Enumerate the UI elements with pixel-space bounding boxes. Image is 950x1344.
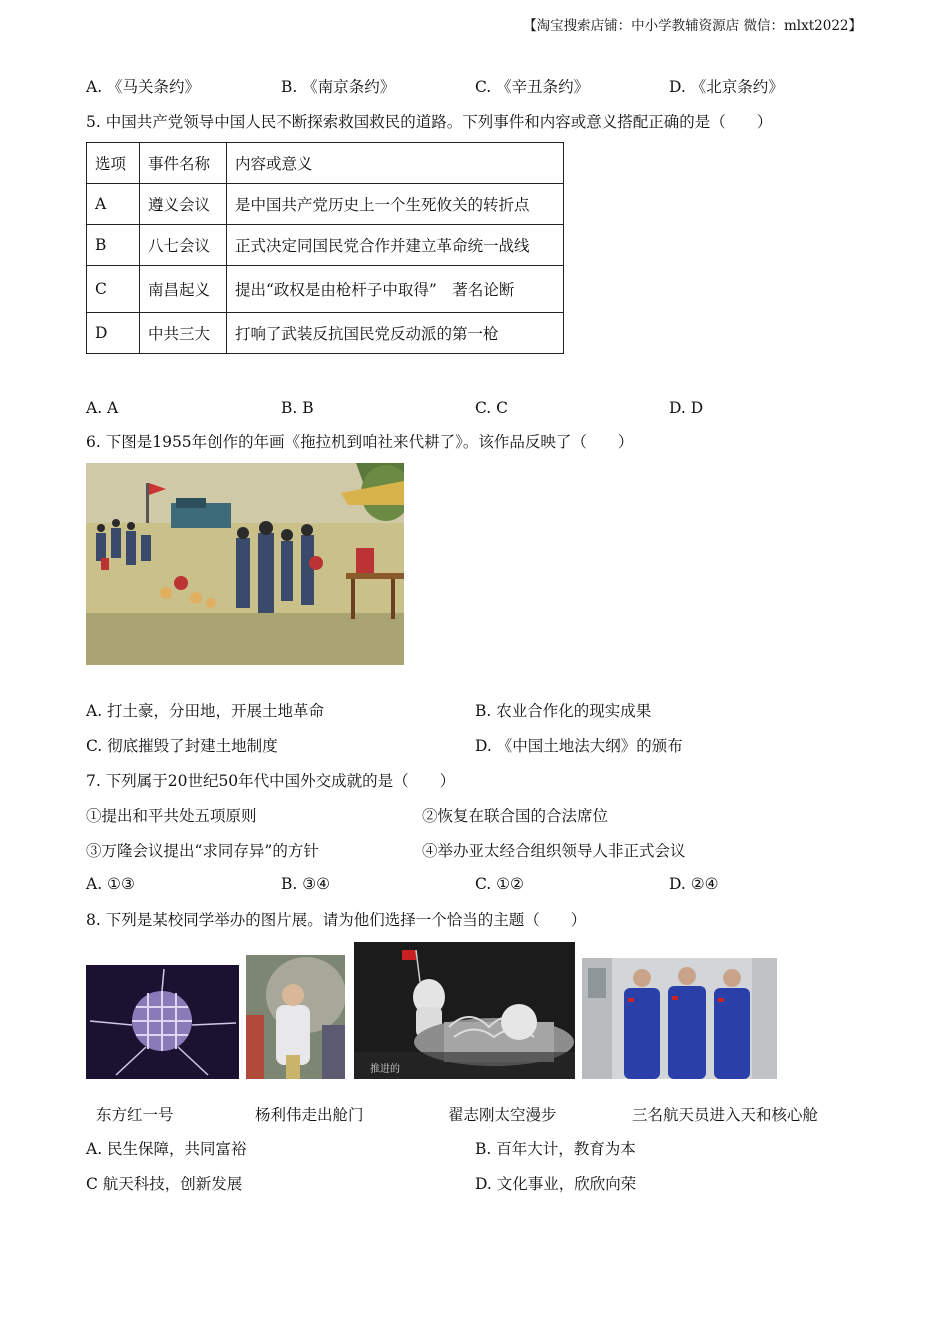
q7-option-b: B. ③④: [281, 875, 331, 893]
q4-option-a: A. 《马关条约》: [86, 78, 201, 96]
table-cell: C: [87, 266, 140, 313]
table-cell: 打响了武装反抗国民党反动派的第一枪: [227, 313, 564, 354]
table-cell: 遵义会议: [140, 184, 227, 225]
table-cell: 南昌起义: [140, 266, 227, 313]
q8-photo-yang-liwei: [246, 955, 345, 1079]
q8-caption-4: 三名航天员进入天和核心舱: [632, 1106, 819, 1124]
q8-option-c: C 航天科技，创新发展: [86, 1175, 243, 1193]
q5-option-c: C. C: [475, 399, 509, 417]
q7-stem: 7. 下列属于20世纪50年代中国外交成就的是（ ）: [86, 772, 456, 790]
table-cell: A: [87, 184, 140, 225]
astronauts-illustration: [582, 958, 777, 1079]
table-header-row: [87, 143, 564, 184]
table-cell: 提出“政权是由枪杆子中取得” 著名论断: [227, 266, 564, 313]
q8-stem: 8. 下列是某校同学举办的图片展。请为他们选择一个恰当的主题（ ）: [86, 911, 587, 929]
table-row: [87, 184, 564, 225]
table-cell: 正式决定同国民党合作并建立革命统一战线: [227, 225, 564, 266]
q6-option-b: B. 农业合作化的现实成果: [475, 702, 652, 720]
q5-option-d: D. D: [669, 399, 704, 417]
q8-caption-3: 翟志刚太空漫步: [448, 1106, 557, 1124]
header-shop-note: 【淘宝搜索店铺：中小学教辅资源店 微信：mlxt2022】: [523, 18, 862, 34]
q5-stem: 5. 中国共产党领导中国人民不断探索救国救民的道路。下列事件和内容或意义搭配正确的是（ ）: [86, 113, 773, 131]
q7-option-d: D. ②④: [669, 875, 719, 893]
q7-option-c: C. ①②: [475, 875, 524, 893]
table-cell: 八七会议: [140, 225, 227, 266]
table-row: [87, 313, 564, 354]
q4-option-c: C. 《辛丑条约》: [475, 78, 590, 96]
q6-stem: 6. 下图是1955年创作的年画《拖拉机到咱社来代耕了》。该作品反映了（ ）: [86, 433, 634, 451]
q6-option-c: C. 彻底摧毁了封建土地制度: [86, 737, 278, 755]
astronaut-illustration: [246, 955, 345, 1079]
table-header-cell: 事件名称: [140, 143, 227, 184]
q8-photo-zhai-zhigang: [354, 942, 575, 1079]
table-cell: B: [87, 225, 140, 266]
q5-option-b: B. B: [281, 399, 314, 417]
table-row: [87, 225, 564, 266]
q8-photo-three-astronauts: [582, 958, 777, 1079]
table-cell: 是中国共产党历史上一个生死攸关的转折点: [227, 184, 564, 225]
photo-overlay-text: 推进的: [370, 1064, 400, 1075]
table-cell: D: [87, 313, 140, 354]
q8-caption-2: 杨利伟走出舱门: [255, 1106, 364, 1124]
q7-item-3: ③万隆会议提出“求同存异”的方针: [86, 842, 319, 860]
q4-option-b: B. 《南京条约》: [281, 78, 396, 96]
q8-photo-satellite: [86, 965, 239, 1079]
satellite-illustration: [86, 965, 239, 1079]
q5-option-a: A. A: [86, 399, 119, 417]
q5-table: [86, 142, 564, 354]
q6-option-a: A. 打土豪，分田地，开展土地革命: [86, 702, 325, 720]
q8-caption-1: 东方红一号: [96, 1106, 174, 1124]
q7-item-1: ①提出和平共处五项原则: [86, 807, 257, 825]
q8-option-d: D. 文化事业，欣欣向荣: [475, 1175, 637, 1193]
q8-option-b: B. 百年大计，教育为本: [475, 1140, 636, 1158]
q7-item-2: ②恢复在联合国的合法席位: [422, 807, 609, 825]
painting-illustration: [86, 463, 404, 665]
q8-option-a: A. 民生保障，共同富裕: [86, 1140, 247, 1158]
table-row: [87, 266, 564, 313]
table-cell: 中共三大: [140, 313, 227, 354]
q6-new-year-painting: [86, 463, 404, 665]
q7-item-4: ④举办亚太经合组织领导人非正式会议: [422, 842, 686, 860]
q4-option-d: D. 《北京条约》: [669, 78, 784, 96]
spacewalk-illustration: [354, 942, 575, 1079]
q7-option-a: A. ①③: [86, 875, 135, 893]
table-header-cell: 选项: [87, 143, 140, 184]
table-header-cell: 内容或意义: [227, 143, 564, 184]
q6-option-d: D. 《中国土地法大纲》的颁布: [475, 737, 683, 755]
